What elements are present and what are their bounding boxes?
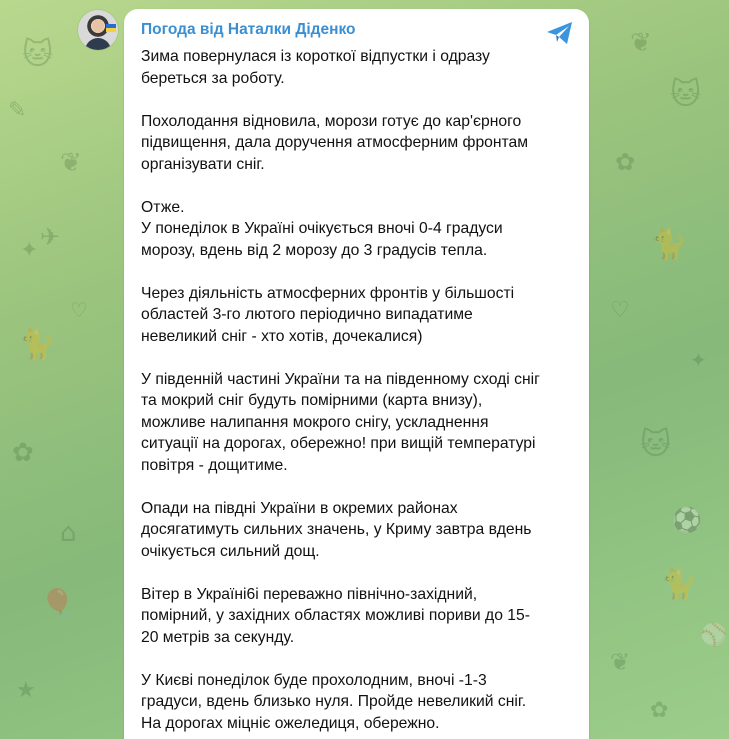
avatar-flag <box>106 24 116 32</box>
telegram-paper-plane-icon <box>545 20 575 46</box>
message-line: береться за роботу. <box>141 69 285 87</box>
message-line: У південній частині України та на південному сході сніг <box>141 370 540 388</box>
message-line: очікується сильний дощ. <box>141 542 320 560</box>
message-line: У Києві понеділок буде прохолодним, вночі -1-3 <box>141 671 487 689</box>
message-text <box>141 46 581 739</box>
balloon-doodle-icon: 🎈 <box>40 587 75 620</box>
message-paragraph <box>141 670 581 735</box>
house-doodle-icon: ⌂ <box>60 518 77 548</box>
message-line: невеликий сніг - хто хотів, дочекалися) <box>141 327 423 345</box>
message-line: На дорогах міцніє ожеледиця, обережно. <box>141 714 440 732</box>
message-line: морозу, вдень від 2 морозу до 3 градусів тепла. <box>141 241 488 259</box>
telegram-share-button[interactable] <box>545 20 575 46</box>
message-bubble <box>124 9 589 739</box>
message-line: досягатимуть сильних значень, у Криму завтра вдень <box>141 521 532 538</box>
message-paragraph <box>141 369 581 477</box>
paper-plane-doodle-icon: ✈ <box>40 223 61 251</box>
cat-doodle-icon: 🐱 <box>670 77 702 112</box>
message-line: підвищення, дала доручення атмосферним фронтам <box>141 134 529 151</box>
message-paragraph <box>141 283 581 348</box>
bone-doodle-icon: ✎ <box>8 98 27 123</box>
fish-doodle-icon: ✿ <box>12 438 34 468</box>
avatar-face <box>92 19 104 33</box>
star-doodle-icon: ★ <box>16 678 36 703</box>
star-doodle-icon: ✦ <box>20 238 39 263</box>
message-line: градуси, вдень близько нуля. Пройде невеликий сніг. <box>141 693 527 710</box>
message-line: Через діяльність атмосферних фронтів у більшості <box>141 284 515 302</box>
paw-doodle-icon: ✿ <box>650 698 669 723</box>
message-line: та мокрий сніг будуть помірними (карта внизу), <box>141 392 483 409</box>
message-paragraph <box>141 46 581 89</box>
message-line: У понеділок в Україні очікується вночі 0-4 градуси <box>141 220 503 237</box>
message-paragraph <box>141 498 581 563</box>
leaf-doodle-icon: ❦ <box>630 28 652 58</box>
heart-doodle-icon: ♡ <box>70 298 88 322</box>
message-paragraph <box>141 584 581 649</box>
heart-doodle-icon: ♡ <box>610 298 630 323</box>
message-line: Похолодання відновила, морози готує до кар'єрного <box>141 112 522 130</box>
message-line: можливе налипання мокрого снігу, ускладнення <box>141 413 489 431</box>
message-line: Вітер в Україні6і переважно північно-західний, <box>141 585 478 603</box>
message-line: повітря - дощитиме. <box>141 456 288 474</box>
ball-doodle-icon: ⚽ <box>672 506 702 534</box>
star-doodle-icon: ✦ <box>690 348 707 372</box>
cat-doodle-icon: 🐱 <box>22 37 54 72</box>
ball-doodle-icon: ⚾ <box>700 623 728 648</box>
cat-doodle-icon: 🐈 <box>660 567 698 602</box>
message-line: ситуації на дорогах, обережно! при вищій температурі <box>141 435 536 452</box>
leaf-doodle-icon: ❦ <box>60 148 82 178</box>
message-line: Отже. <box>141 198 185 216</box>
cat-doodle-icon: 🐱 <box>640 427 672 462</box>
message-paragraph <box>141 197 581 262</box>
message-line: помірний, у західних областях можливі пориви до 15- <box>141 607 530 624</box>
avatar-figure <box>85 38 111 50</box>
message-line: Зима повернулася із короткої відпустки і одразу <box>141 48 490 65</box>
leaf-doodle-icon: ❦ <box>610 648 631 676</box>
sender-avatar[interactable] <box>78 10 118 50</box>
cat-doodle-icon: 🐈 <box>18 327 56 362</box>
cat-doodle-icon: 🐈 <box>650 227 688 262</box>
message-line: організувати сніг. <box>141 155 265 173</box>
message-line: 20 метрів за секунду. <box>141 628 295 646</box>
message-line: Опади на півдні України в окремих районах <box>141 499 458 517</box>
message-line: областей 3-го лютого періодично випадатиме <box>141 306 473 323</box>
paw-doodle-icon: ✿ <box>615 148 636 176</box>
sender-name[interactable]: Погода від Наталки Діденко <box>141 21 356 38</box>
message-paragraph <box>141 111 581 176</box>
